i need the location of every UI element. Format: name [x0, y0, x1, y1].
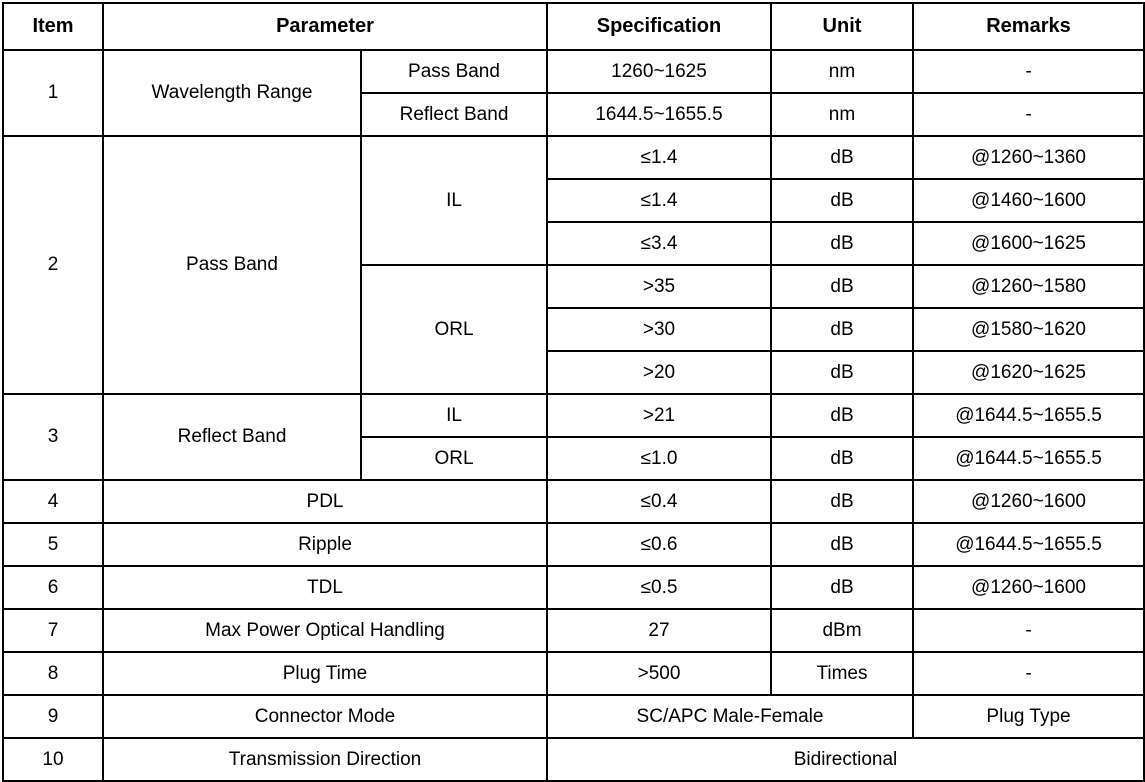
cell-specification: >500	[547, 652, 771, 695]
cell-specification: ≤0.6	[547, 523, 771, 566]
cell-parameter: Plug Time	[103, 652, 547, 695]
cell-remarks: @1580~1620	[913, 308, 1144, 351]
cell-remarks: @1260~1360	[913, 136, 1144, 179]
cell-subparameter: IL	[361, 136, 547, 265]
cell-remarks: @1260~1600	[913, 480, 1144, 523]
cell-remarks: Plug Type	[913, 695, 1144, 738]
cell-unit: dBm	[771, 609, 913, 652]
header-item: Item	[3, 3, 103, 50]
cell-item: 5	[3, 523, 103, 566]
cell-item: 3	[3, 394, 103, 480]
cell-subparameter: ORL	[361, 265, 547, 394]
cell-unit: dB	[771, 480, 913, 523]
cell-remarks: @1600~1625	[913, 222, 1144, 265]
cell-specification: ≤3.4	[547, 222, 771, 265]
cell-item: 9	[3, 695, 103, 738]
cell-item: 8	[3, 652, 103, 695]
cell-specification: ≤1.0	[547, 437, 771, 480]
cell-item: 6	[3, 566, 103, 609]
cell-parameter: Transmission Direction	[103, 738, 547, 781]
cell-specification: 27	[547, 609, 771, 652]
cell-unit: dB	[771, 437, 913, 480]
cell-unit: dB	[771, 351, 913, 394]
cell-parameter: TDL	[103, 566, 547, 609]
table-row	[3, 695, 1144, 738]
cell-specification: 1644.5~1655.5	[547, 93, 771, 136]
cell-unit: dB	[771, 222, 913, 265]
table-header	[3, 3, 1144, 50]
cell-item: 7	[3, 609, 103, 652]
cell-parameter: Pass Band	[103, 136, 361, 394]
cell-remarks: @1620~1625	[913, 351, 1144, 394]
cell-specification: ≤0.5	[547, 566, 771, 609]
cell-specification: ≤1.4	[547, 136, 771, 179]
cell-parameter: Reflect Band	[103, 394, 361, 480]
cell-parameter: Connector Mode	[103, 695, 547, 738]
cell-remarks: @1460~1600	[913, 179, 1144, 222]
cell-unit: Times	[771, 652, 913, 695]
cell-specification: 1260~1625	[547, 50, 771, 93]
table-row	[3, 50, 1144, 93]
specification-table	[2, 2, 1145, 782]
cell-remarks: @1644.5~1655.5	[913, 437, 1144, 480]
header-unit: Unit	[771, 3, 913, 50]
cell-parameter: Max Power Optical Handling	[103, 609, 547, 652]
table-row	[3, 136, 1144, 179]
specification-table-page	[0, 2, 1145, 781]
cell-subparameter: IL	[361, 394, 547, 437]
table-row	[3, 566, 1144, 609]
cell-unit: dB	[771, 523, 913, 566]
cell-unit: dB	[771, 179, 913, 222]
cell-specification: Bidirectional	[547, 738, 1144, 781]
header-remarks: Remarks	[913, 3, 1144, 50]
cell-specification: >21	[547, 394, 771, 437]
cell-unit: dB	[771, 308, 913, 351]
table-row	[3, 523, 1144, 566]
cell-parameter: Wavelength Range	[103, 50, 361, 136]
cell-subparameter: Pass Band	[361, 50, 547, 93]
cell-specification: >35	[547, 265, 771, 308]
cell-remarks: @1260~1600	[913, 566, 1144, 609]
cell-unit: dB	[771, 394, 913, 437]
cell-item: 1	[3, 50, 103, 136]
cell-unit: dB	[771, 136, 913, 179]
cell-remarks: @1260~1580	[913, 265, 1144, 308]
table-row	[3, 394, 1144, 437]
cell-remarks: -	[913, 93, 1144, 136]
cell-parameter: Ripple	[103, 523, 547, 566]
table-row	[3, 738, 1144, 781]
cell-unit: nm	[771, 93, 913, 136]
cell-item: 4	[3, 480, 103, 523]
cell-specification: ≤0.4	[547, 480, 771, 523]
cell-unit: dB	[771, 566, 913, 609]
cell-remarks: @1644.5~1655.5	[913, 523, 1144, 566]
cell-unit: nm	[771, 50, 913, 93]
table-body	[3, 50, 1144, 781]
table-row	[3, 652, 1144, 695]
cell-remarks: -	[913, 50, 1144, 93]
cell-specification: SC/APC Male-Female	[547, 695, 913, 738]
table-row	[3, 480, 1144, 523]
cell-subparameter: ORL	[361, 437, 547, 480]
cell-specification: >20	[547, 351, 771, 394]
cell-unit: dB	[771, 265, 913, 308]
cell-item: 2	[3, 136, 103, 394]
cell-item: 10	[3, 738, 103, 781]
cell-remarks: @1644.5~1655.5	[913, 394, 1144, 437]
cell-specification: ≤1.4	[547, 179, 771, 222]
cell-parameter: PDL	[103, 480, 547, 523]
header-parameter: Parameter	[103, 3, 547, 50]
cell-remarks: -	[913, 652, 1144, 695]
table-row	[3, 609, 1144, 652]
cell-specification: >30	[547, 308, 771, 351]
header-row	[3, 3, 1144, 50]
header-specification: Specification	[547, 3, 771, 50]
cell-remarks: -	[913, 609, 1144, 652]
cell-subparameter: Reflect Band	[361, 93, 547, 136]
